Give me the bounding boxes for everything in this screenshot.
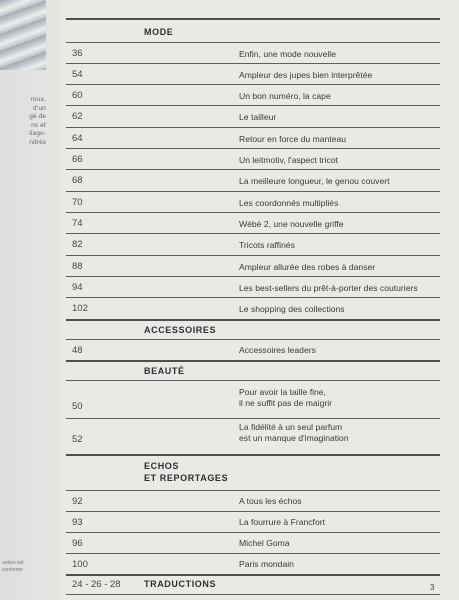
entry-title: Retour en force du manteau xyxy=(239,134,347,144)
entry-title-line: il ne suffit pas de maigrir xyxy=(239,398,332,408)
entry-title: La meilleure longueur, le genou couvert xyxy=(239,176,390,186)
side-caption-line: roux, xyxy=(30,96,46,103)
page-ref: 36 xyxy=(72,48,83,59)
page-ref: 62 xyxy=(72,111,83,122)
side-caption-line: ndrès xyxy=(29,138,46,146)
section-title xyxy=(144,460,228,484)
credit-text xyxy=(2,560,42,574)
entry-title-line: La fidélité à un seul parfum xyxy=(239,422,343,432)
entry-title: Le shopping des collections xyxy=(239,304,345,314)
page-ref: 66 xyxy=(72,154,83,165)
entry-title xyxy=(239,387,439,409)
toc-row xyxy=(66,490,440,512)
entry-title: Paris mondain xyxy=(239,559,294,569)
page-ref: 64 xyxy=(72,133,83,144)
section-title-line: ET REPORTAGES xyxy=(144,473,229,483)
toc-row xyxy=(66,127,440,149)
section-title: ACCESSOIRES xyxy=(144,325,217,335)
page-ref: 68 xyxy=(72,175,83,186)
page-ref: 50 xyxy=(72,401,83,412)
page-ref: 60 xyxy=(72,90,83,101)
entry-title-line: Pour avoir la taille fine, xyxy=(239,387,326,397)
toc-row xyxy=(66,418,440,455)
toc-row xyxy=(66,233,440,256)
toc-row xyxy=(66,84,440,106)
toc-row xyxy=(66,380,440,419)
section-title: TRADUCTIONS xyxy=(144,579,217,589)
toc-row xyxy=(66,148,440,170)
entry-title: Michel Goma xyxy=(239,538,290,548)
entry-title: Ampleur allurée des robes à danser xyxy=(239,262,376,272)
toc-row xyxy=(66,255,440,277)
entry-title: Un bon numéro, la cape xyxy=(239,91,331,101)
page-ref: 96 xyxy=(72,538,83,549)
toc-row xyxy=(66,297,440,320)
page-ref: 82 xyxy=(72,239,83,250)
entry-title: Accessoires leaders xyxy=(239,345,316,355)
page-ref: 102 xyxy=(72,303,88,314)
toc-row xyxy=(66,42,440,64)
section-title-line: ECHOS xyxy=(144,461,180,471)
toc-row xyxy=(66,63,440,85)
toc-row xyxy=(66,339,440,361)
toc-row xyxy=(66,212,440,234)
page-ref: 74 xyxy=(72,218,83,229)
left-margin xyxy=(0,0,62,600)
section-header-accessoires xyxy=(66,319,440,341)
page-number: 3 xyxy=(430,583,435,592)
entry-title: A tous les échos xyxy=(239,496,302,506)
section-header-mode xyxy=(66,18,440,44)
entry-title: Enfin, une mode nouvelle xyxy=(239,49,336,59)
entry-title: Wébé 2, une nouvelle griffe xyxy=(239,219,344,229)
toc-row xyxy=(66,532,440,554)
entry-title-line: est un manque d'imagination xyxy=(239,433,349,443)
photo-fragment xyxy=(0,0,46,70)
toc-row xyxy=(66,169,440,192)
side-caption-line: d'un xyxy=(32,104,46,112)
page-ref: 100 xyxy=(72,559,88,570)
page-ref: 93 xyxy=(72,517,83,528)
section-header-echos xyxy=(66,454,440,492)
page-ref: 94 xyxy=(72,282,83,293)
section-header-beaute xyxy=(66,360,440,382)
page-ref: 48 xyxy=(72,345,83,356)
entry-title: Un leitmotiv, l'aspect tricot xyxy=(239,155,338,165)
toc-row xyxy=(66,105,440,128)
toc-row xyxy=(66,276,440,298)
entry-title: La fourrure à Francfort xyxy=(239,517,325,527)
page-ref: 70 xyxy=(72,197,83,208)
entry-title: Tricots raffinés xyxy=(239,240,295,250)
credit-line: conforme xyxy=(2,567,23,573)
entry-title: Ampleur des jupes bien interprêtée xyxy=(239,70,373,80)
entry-title xyxy=(239,422,439,444)
entry-title: Les coordonnés multipliés xyxy=(239,198,339,208)
page-ref: 52 xyxy=(72,434,83,445)
page-ref: 88 xyxy=(72,261,83,272)
section-title: BEAUTÉ xyxy=(144,366,185,376)
credit-line: ontion est xyxy=(2,560,24,566)
page-ref: 92 xyxy=(72,496,83,507)
toc-row xyxy=(66,511,440,533)
entry-title: Les best-sellers du prêt-à-porter des couturiers xyxy=(239,283,418,293)
section-title: MODE xyxy=(144,27,174,37)
page-ref: 54 xyxy=(72,69,83,80)
side-caption-text xyxy=(2,96,46,148)
side-caption-line: ns et xyxy=(31,121,46,129)
section-header-traductions xyxy=(66,574,440,595)
toc-row xyxy=(66,553,440,575)
entry-title: Le tailleur xyxy=(239,112,277,122)
page-ref: 24 - 26 - 28 xyxy=(72,579,121,590)
side-caption-line: gé de xyxy=(29,113,46,121)
side-caption-line: liago- xyxy=(29,130,46,138)
toc-row xyxy=(66,191,440,213)
